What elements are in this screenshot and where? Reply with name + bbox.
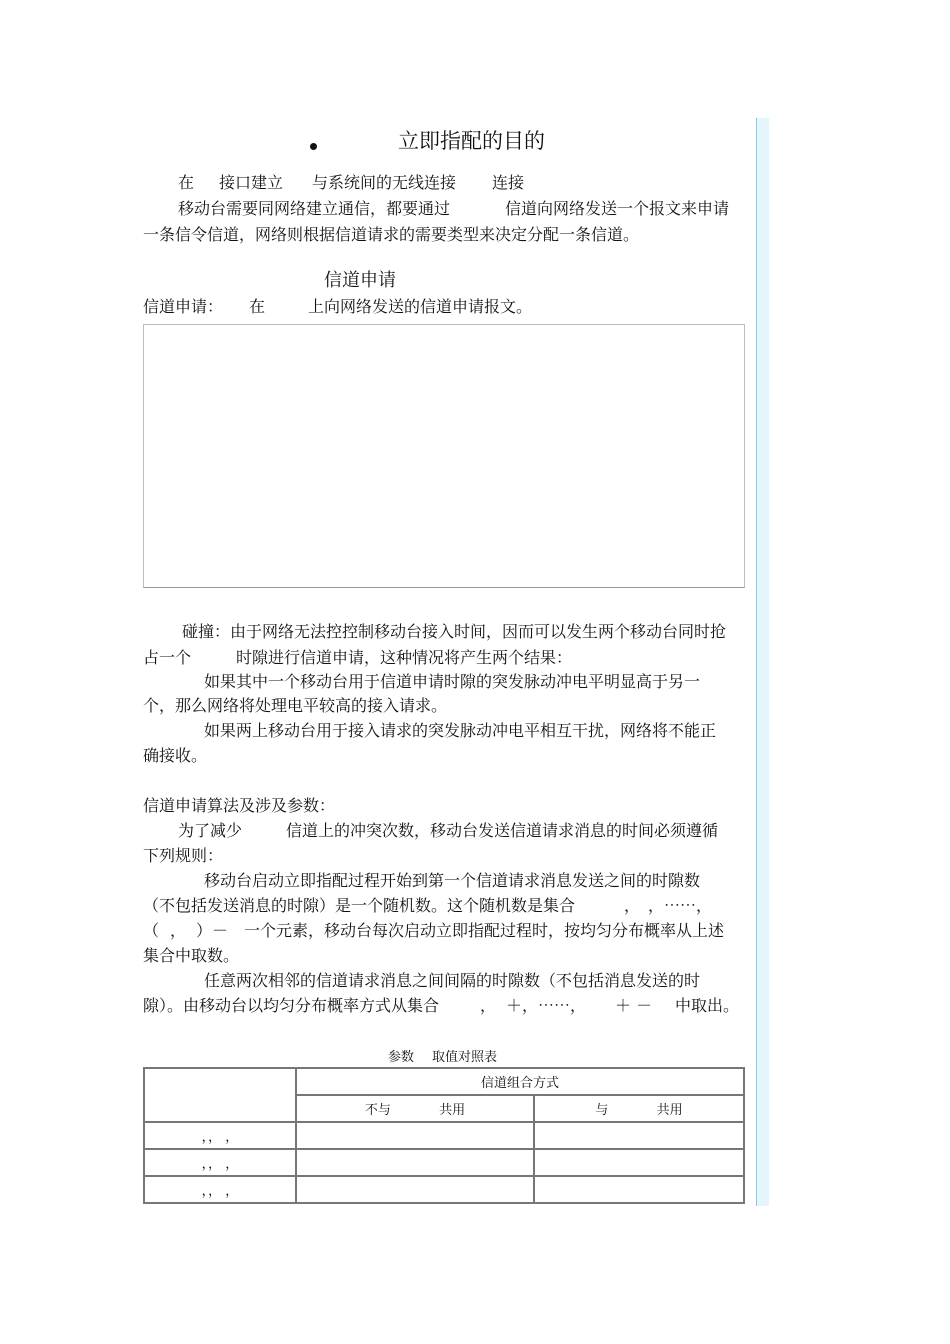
table-subheader-1a: 不与: [364, 1103, 391, 1118]
table-cell: [296, 1149, 534, 1176]
intro-word-3: 与系统间的无线连接: [312, 173, 457, 192]
table-subheader-1: [296, 1095, 534, 1122]
section-line-c: 上向网络发送的信道申请报文。: [308, 297, 533, 316]
collision-line-1: 碰撞：由于网络无法控控制移动台接入时间，因而可以发生两个移动台同时抢: [182, 622, 727, 641]
table-cell: [534, 1122, 744, 1149]
collision-line-2b: 时隙进行信道申请，这种情况将产生两个结果：: [236, 648, 573, 667]
intro-word-4: 连接: [492, 173, 525, 192]
table-cell: [296, 1122, 534, 1149]
algo-line-1b: 信道上的冲突次数，移动台发送信道请求消息的时间必须遵循: [286, 821, 719, 840]
table-subheader-2a: 与: [595, 1103, 609, 1118]
algo-line-3: 移动台启动立即指配过程开始到第一个信道请求消息发送之间的时隙数: [204, 871, 701, 890]
section-line-a: 信道申请：: [143, 297, 224, 316]
algo-line-5b: ，: [170, 921, 187, 940]
section-heading: 信道申请: [324, 270, 396, 291]
page-title: 立即指配的目的: [398, 129, 545, 153]
intro-word-1: 在: [178, 173, 195, 192]
table-cell: [534, 1149, 744, 1176]
table-group-header: 信道组合方式: [296, 1068, 744, 1095]
sidebar-strip: [757, 118, 769, 1206]
algo-line-5d: 一个元素，移动台每次启动立即指配过程时，按均匀分布概率从上述: [244, 921, 725, 940]
intro-word-2: 接口建立: [219, 173, 284, 192]
table-caption-a: 参数: [388, 1050, 415, 1065]
algo-line-8d: ＋ －: [615, 996, 653, 1015]
algo-line-8e: 中取出。: [675, 996, 740, 1015]
collision-line-6: 确接收。: [143, 746, 208, 765]
table-subheader-2b: 共用: [656, 1103, 683, 1118]
table-cell: [296, 1176, 534, 1203]
collision-line-5: 如果两上移动台用于接入请求的突发脉动冲电平相互干扰，网络将不能正: [204, 721, 717, 740]
collision-line-4: 个，那么网络将处理电平较高的接入请求。: [143, 696, 448, 715]
table-subheader-2: [534, 1095, 744, 1122]
algo-line-1a: 为了减少: [178, 821, 243, 840]
algo-line-8c: ＋，⋯⋯，: [506, 996, 587, 1015]
algo-line-4b: ，: [624, 896, 641, 915]
algo-line-8a: 隙）。由移动台以均匀分布概率方式从集合: [143, 996, 440, 1015]
algo-line-4: （不包括发送消息的时隙）是一个随机数。这个随机数是集合: [143, 896, 576, 915]
table-row-label: ，， ，: [144, 1122, 296, 1149]
table-row: [144, 1176, 744, 1203]
algo-line-5a: （: [143, 921, 160, 940]
algo-line-5c: ）－: [196, 921, 229, 940]
table-row-label: ，， ，: [144, 1176, 296, 1203]
algo-line-7: 任意两次相邻的信道请求消息之间间隔的时隙数（不包括消息发送的时: [204, 971, 701, 990]
intro-para-b: 信道向网络发送一个报文来申请: [505, 199, 730, 218]
algo-line-4c: ，⋯⋯，: [648, 896, 713, 915]
section-line-b: 在: [249, 297, 266, 316]
intro-para-a: 移动台需要同网络建立通信，都要通过: [178, 199, 451, 218]
intro-para-c: 一条信令信道，网络则根据信道请求的需要类型来决定分配一条信道。: [143, 225, 640, 244]
collision-line-3: 如果其中一个移动台用于信道申请时隙的突发脉动冲电平明显高于另一: [204, 672, 701, 691]
algo-line-8b: ，: [480, 996, 497, 1015]
table-row: [144, 1122, 744, 1149]
algo-line-6: 集合中取数。: [143, 946, 240, 965]
image-placeholder-box: [143, 324, 745, 588]
table-row: [144, 1149, 744, 1176]
table-corner-cell: [144, 1068, 296, 1122]
table-cell: [534, 1176, 744, 1203]
bullet-icon: [310, 143, 317, 150]
algo-heading: 信道申请算法及涉及参数：: [143, 796, 336, 815]
collision-line-2a: 占一个: [143, 648, 192, 667]
algo-line-2: 下列规则：: [143, 846, 224, 865]
table-subheader-1b: 共用: [439, 1103, 466, 1118]
table-caption-b: 取值对照表: [432, 1050, 498, 1065]
parameter-table: [143, 1067, 745, 1204]
table-row-label: ，， ，: [144, 1149, 296, 1176]
